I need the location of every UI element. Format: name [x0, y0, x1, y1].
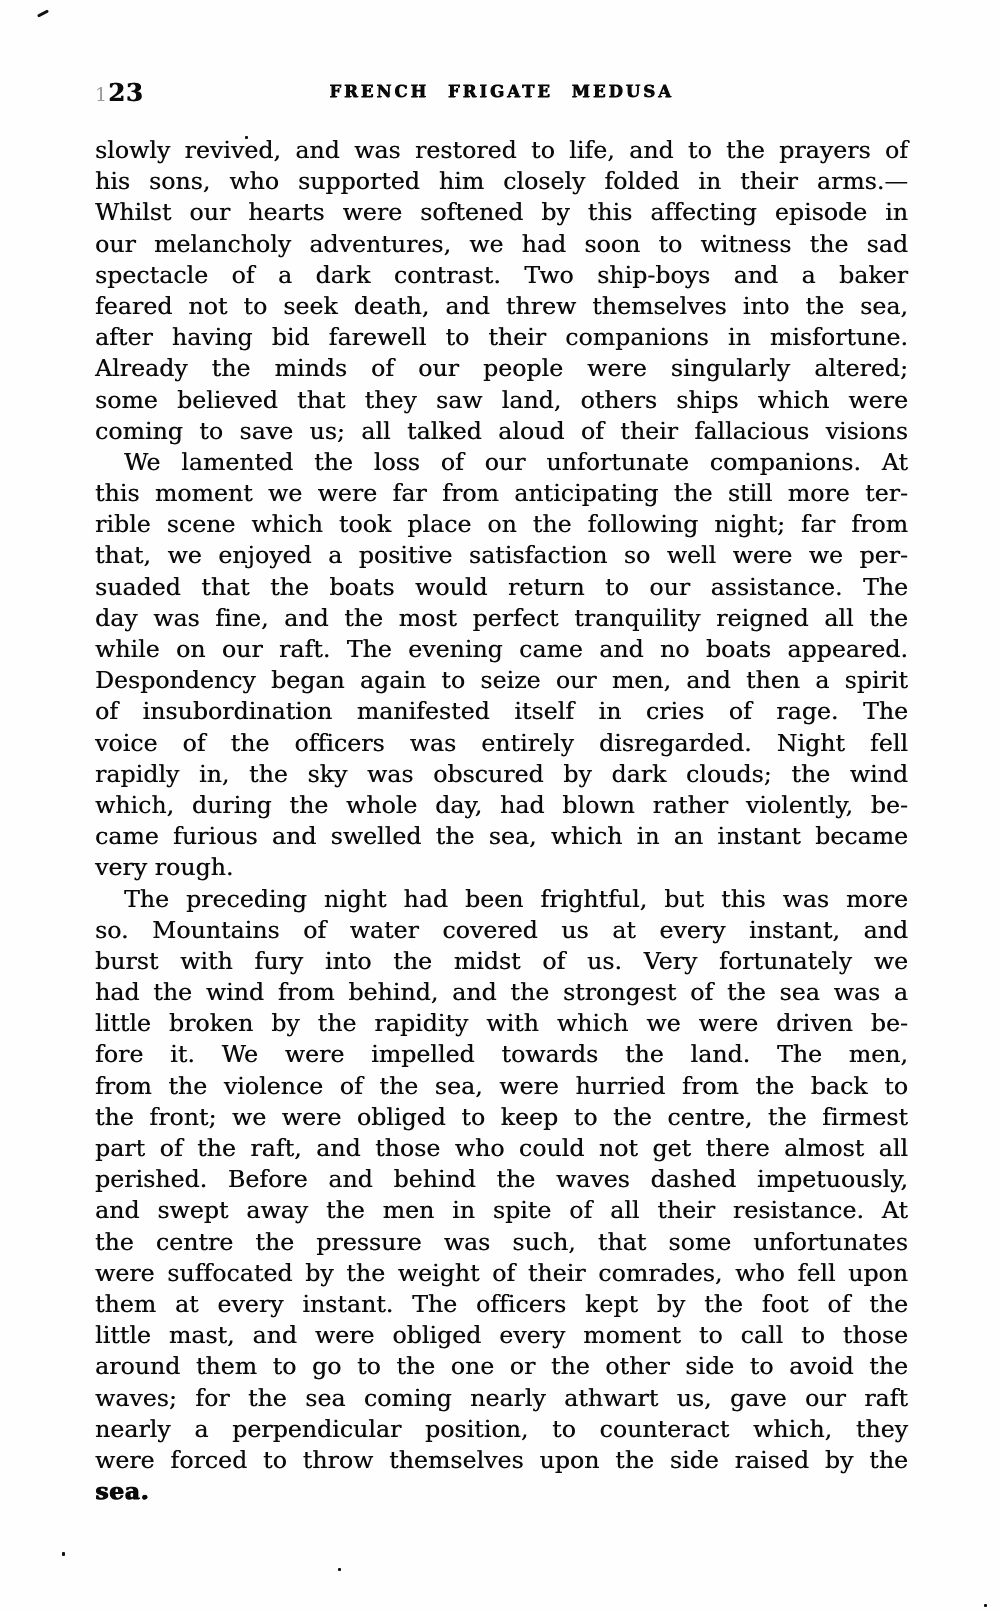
text-line: rible scene which took place on the following night; far from [95, 510, 908, 539]
text-line: little broken by the rapidity with which we were driven be- [95, 1009, 908, 1038]
text-line: after having bid farewell to their companions in misfortune. [95, 323, 908, 352]
text-line: so. Mountains of water covered us at every instant, and [95, 915, 908, 944]
page-text [95, 135, 908, 1507]
text-line: fore it. We were impelled towards the land. The men, [95, 1040, 908, 1069]
text-line: were suffocated by the weight of their comrades, who fell upon [95, 1258, 908, 1287]
page-number: 123 [95, 78, 144, 107]
text-line: from the violence of the sea, were hurried from the back to [95, 1071, 908, 1100]
text-line: Already the minds of our people were singularly altered; [95, 354, 908, 383]
paragraph [95, 135, 908, 447]
text-line: part of the raft, and those who could not get there almost all [95, 1134, 908, 1162]
text-line: this moment we were far from anticipating the still more ter- [95, 479, 908, 508]
text-line: slowly revived, and was restored to life, and to the prayers of [95, 136, 908, 164]
text-line: while on our raft. The evening came and no boats appeared. [95, 635, 908, 663]
text-line: that, we enjoyed a positive satisfaction so well were we per- [95, 541, 908, 570]
text-line: burst with fury into the midst of us. Very fortunately we [95, 946, 908, 975]
text-line: were forced to throw themselves upon the side raised by the [95, 1445, 908, 1474]
text-line: which, during the whole day, had blown rather violently, be- [95, 790, 908, 819]
text-line: feared not to seek death, and threw themselves into the sea, [95, 291, 908, 320]
text-line: of insubordination manifested itself in cries of rage. The [95, 697, 908, 726]
text-line: coming to save us; all talked aloud of their fallacious visions [95, 416, 908, 445]
running-header [95, 76, 908, 110]
text-line: The preceding night had been frightful, but this was more [124, 884, 908, 913]
text-line: Whilst our hearts were softened by this affecting episode in [95, 198, 908, 227]
text-line: them at every instant. The officers kept by the foot of the [95, 1289, 908, 1318]
ink-speck [37, 9, 49, 17]
text-line: very rough. [95, 853, 234, 882]
text-line: day was fine, and the most perfect tranquility reigned all the [95, 603, 908, 632]
text-line: our melancholy adventures, we had soon to witness the sad [95, 229, 908, 258]
text-line: spectacle of a dark contrast. Two ship-boys and a baker [95, 260, 908, 289]
text-line: Despondency began again to seize our men, and then a spirit [95, 666, 908, 695]
ink-speck [984, 1604, 987, 1607]
ink-speck [62, 1552, 65, 1556]
text-line: little mast, and were obliged every moment to call to those [95, 1321, 908, 1350]
text-line: suaded that the boats would return to our assistance. The [95, 572, 908, 601]
text-line: the front; we were obliged to keep to the centre, the firmest [95, 1102, 908, 1131]
text-line: sea. [95, 1477, 149, 1506]
text-line: had the wind from behind, and the strongest of the sea was a [95, 978, 908, 1007]
text-line: voice of the officers was entirely disregarded. Night fell [95, 728, 908, 757]
text-line: perished. Before and behind the waves dashed impetuously, [95, 1165, 908, 1194]
text-line: around them to go to the one or the other side to avoid the [95, 1352, 908, 1381]
text-line: some believed that they saw land, others ships which were [95, 385, 908, 414]
text-line: his sons, who supported him closely folded in their arms.— [95, 167, 908, 196]
text-line: came furious and swelled the sea, which in an instant became [95, 822, 908, 851]
text-line: waves; for the sea coming nearly athwart us, gave our raft [95, 1383, 908, 1412]
text-line: and swept away the men in spite of all their resistance. At [95, 1196, 908, 1225]
running-title: FRENCH FRIGATE MEDUSA [329, 82, 674, 101]
text-line: rapidly in, the sky was obscured by dark clouds; the wind [95, 759, 908, 788]
text-line: nearly a perpendicular position, to counteract which, they [95, 1414, 908, 1443]
paragraph [95, 884, 908, 1508]
ink-speck [338, 1568, 341, 1571]
text-line: We lamented the loss of our unfortunate companions. At [124, 447, 908, 476]
text-line: the centre the pressure was such, that some unfortunates [95, 1227, 908, 1256]
paragraph [95, 447, 908, 884]
